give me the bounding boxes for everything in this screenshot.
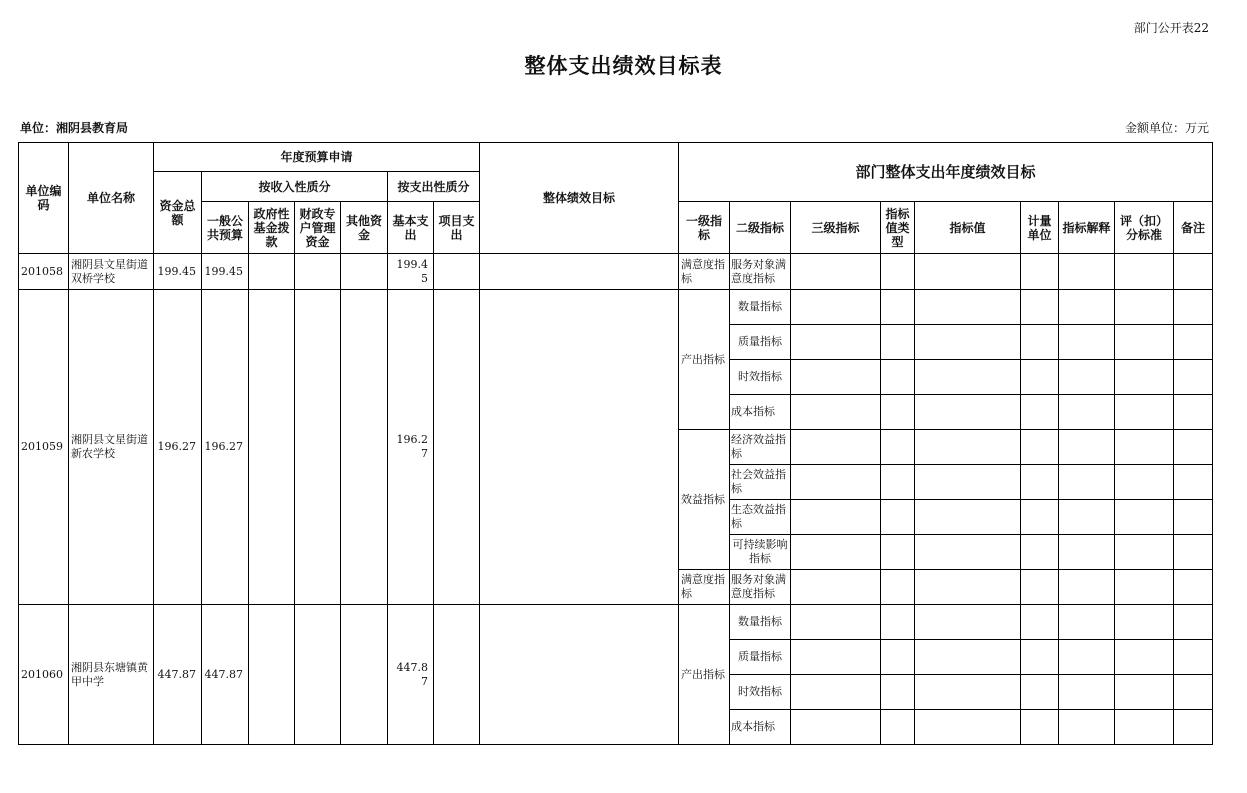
header-level3: 三级指标 (791, 202, 881, 254)
page-title: 整体支出绩效目标表 (524, 54, 723, 78)
unit-code-cell: 201060 (19, 605, 69, 745)
unit-code-cell: 201059 (19, 290, 69, 605)
level2-cell: 成本指标 (730, 395, 791, 430)
level2-cell: 数量指标 (730, 605, 791, 640)
header-general-budget: 一般公共预算 (202, 202, 249, 254)
gov-fund-cell (249, 290, 295, 605)
unit-name-cell: 湘阴县文星街道新农学校 (69, 290, 154, 605)
table-row (19, 254, 1213, 290)
other-funds-cell (341, 254, 388, 290)
project-expense-cell (434, 290, 480, 605)
level2-cell: 时效指标 (730, 360, 791, 395)
level1-cell: 满意度指标 (679, 570, 730, 605)
general-budget-cell: 199.45 (202, 254, 249, 290)
special-account-cell (295, 605, 341, 745)
level2-cell: 可持续影响指标 (730, 535, 791, 570)
table-row (19, 605, 1213, 640)
header-gov-fund: 政府性基金拨款 (249, 202, 295, 254)
header-overall-target: 整体绩效目标 (480, 143, 679, 254)
header-scoring: 评（扣）分标准 (1115, 202, 1174, 254)
level2-cell: 服务对象满意度指标 (730, 570, 791, 605)
level1-cell: 产出指标 (679, 605, 730, 745)
header-by-expense: 按支出性质分 (388, 172, 480, 202)
header-basic-expense: 基本支出 (388, 202, 434, 254)
header-unit-name: 单位名称 (69, 143, 154, 254)
header-value-type: 指标值类型 (881, 202, 915, 254)
header-by-income: 按收入性质分 (202, 172, 388, 202)
general-budget-cell: 196.27 (202, 290, 249, 605)
level2-cell: 服务对象满意度指标 (730, 254, 791, 290)
overall-target-cell (480, 605, 679, 745)
special-account-cell (295, 290, 341, 605)
header-project-expense: 项目支出 (434, 202, 480, 254)
level2-cell: 质量指标 (730, 640, 791, 675)
level1-cell: 满意度指标 (679, 254, 730, 290)
header-dept-target: 部门整体支出年度绩效目标 (679, 143, 1213, 202)
unit-name-cell: 湘阴县文星街道双桥学校 (69, 254, 154, 290)
overall-target-cell (480, 254, 679, 290)
other-funds-cell (341, 290, 388, 605)
project-expense-cell (434, 254, 480, 290)
other-funds-cell (341, 605, 388, 745)
overall-target-cell (480, 290, 679, 605)
header-unit-code: 单位编码 (19, 143, 69, 254)
unit-label: 单位：湘阴县教育局 (20, 121, 129, 135)
header-indicator-value: 指标值 (915, 202, 1021, 254)
total-funds-cell: 199.45 (154, 254, 202, 290)
basic-expense-cell: 196.27 (388, 290, 434, 605)
table-row (19, 290, 1213, 325)
unit-code-cell: 201058 (19, 254, 69, 290)
level1-cell: 效益指标 (679, 430, 730, 570)
gov-fund-cell (249, 254, 295, 290)
basic-expense-cell: 199.45 (388, 254, 434, 290)
header-level2: 二级指标 (730, 202, 791, 254)
general-budget-cell: 447.87 (202, 605, 249, 745)
level2-cell: 时效指标 (730, 675, 791, 710)
gov-fund-cell (249, 605, 295, 745)
level2-cell: 社会效益指标 (730, 465, 791, 500)
amount-unit-label: 金额单位：万元 (1124, 121, 1209, 135)
header-other-funds: 其他资金 (341, 202, 388, 254)
level2-cell: 成本指标 (730, 710, 791, 745)
performance-target-table (18, 142, 1213, 745)
unit-name-cell: 湘阴县东塘镇黄甲中学 (69, 605, 154, 745)
header-total-funds: 资金总额 (154, 172, 202, 254)
level1-cell: 产出指标 (679, 290, 730, 430)
level2-cell: 质量指标 (730, 325, 791, 360)
header-remark: 备注 (1174, 202, 1213, 254)
header-measure-unit: 计量单位 (1021, 202, 1059, 254)
level2-cell: 数量指标 (730, 290, 791, 325)
special-account-cell (295, 254, 341, 290)
header-special-account: 财政专户管理资金 (295, 202, 341, 254)
total-funds-cell: 447.87 (154, 605, 202, 745)
table-number-label: 部门公开表22 (1133, 21, 1209, 35)
header-annual-budget: 年度预算申请 (154, 143, 480, 172)
total-funds-cell: 196.27 (154, 290, 202, 605)
header-explanation: 指标解释 (1059, 202, 1115, 254)
level2-cell: 生态效益指标 (730, 500, 791, 535)
header-level1: 一级指标 (679, 202, 730, 254)
project-expense-cell (434, 605, 480, 745)
level2-cell: 经济效益指标 (730, 430, 791, 465)
basic-expense-cell: 447.87 (388, 605, 434, 745)
